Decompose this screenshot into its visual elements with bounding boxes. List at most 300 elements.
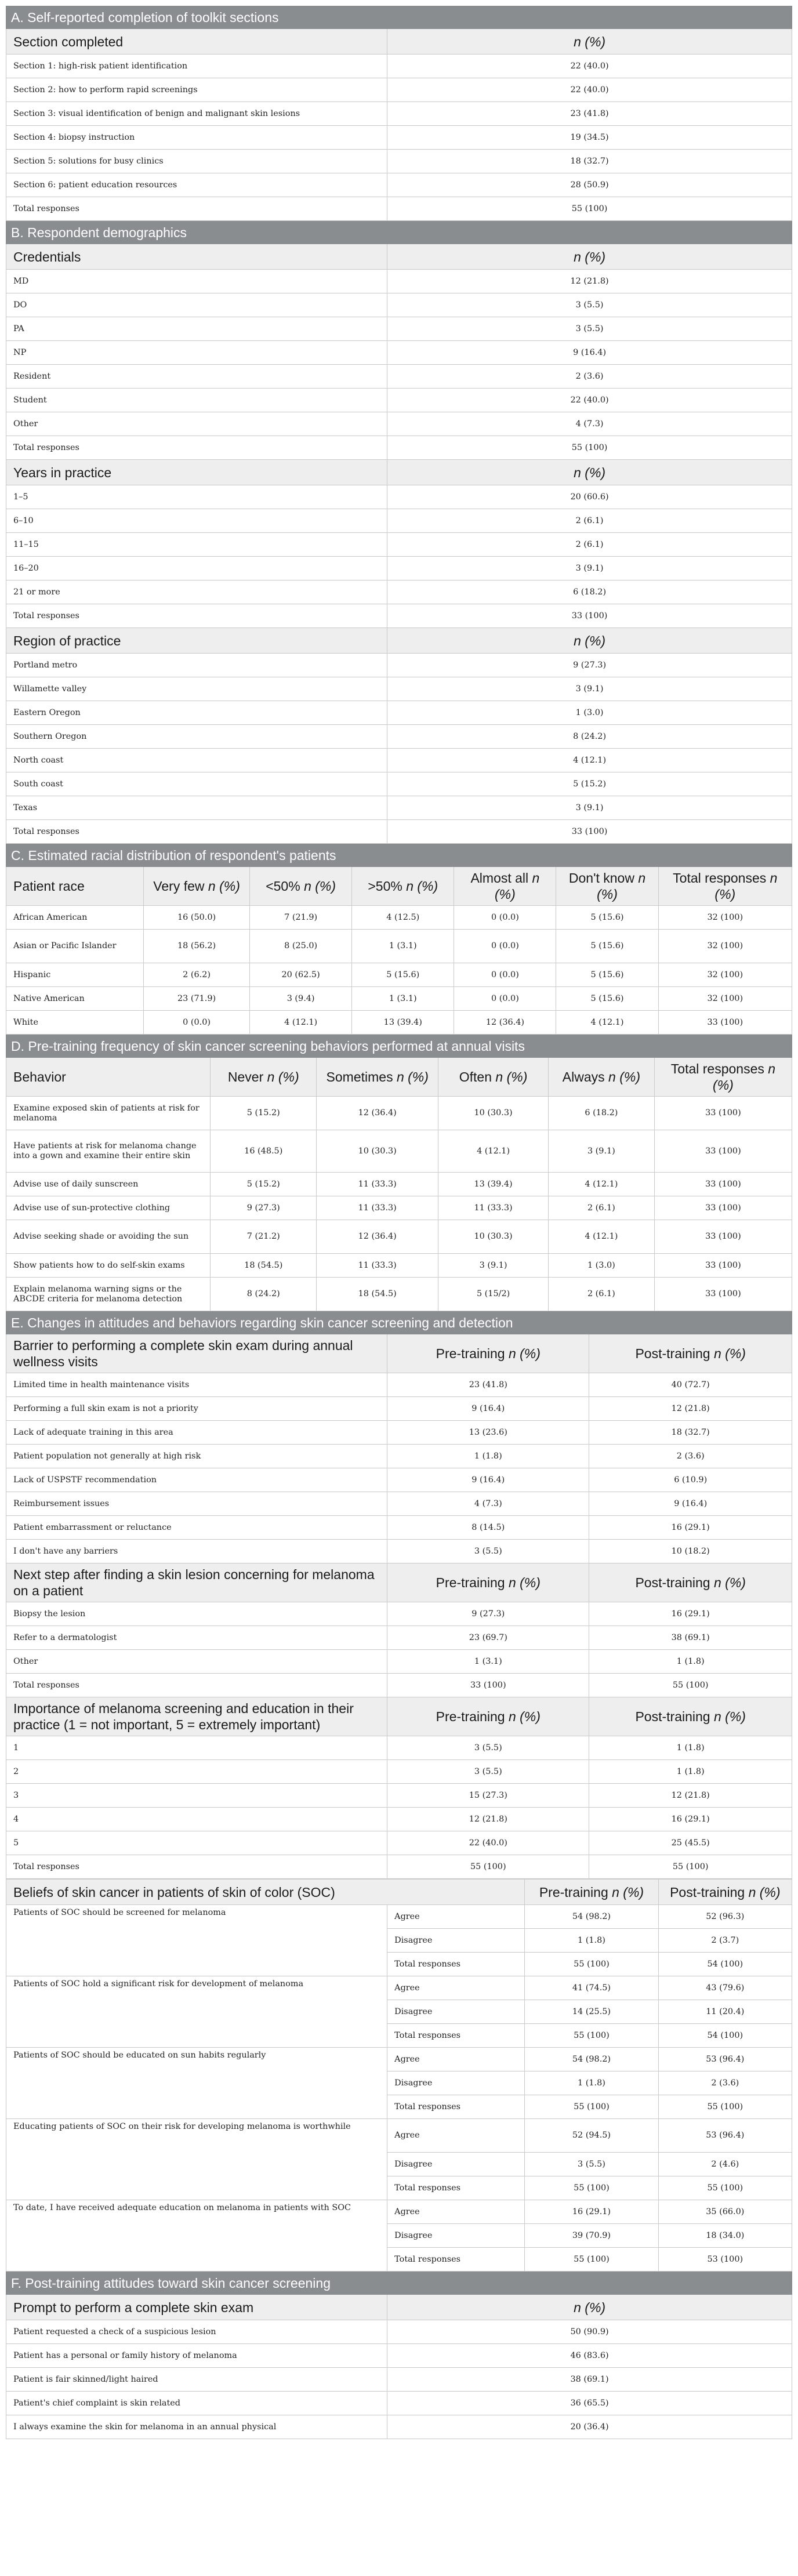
column-header: Credentials [6,244,387,270]
row-label: DO [6,293,387,317]
cell-value: 55 (100) [658,2176,792,2200]
cell-value: 11 (20.4) [658,2000,792,2024]
row-label: Refer to a dermatologist [6,1626,387,1650]
response-label: Total responses [387,2095,525,2119]
cell-value: 55 (100) [525,2095,658,2119]
column-header: Prompt to perform a complete skin exam [6,2295,387,2320]
table-row [6,436,792,460]
cell-value: 55 (100) [525,2248,658,2272]
cell-value: 5 (15.2) [211,1097,317,1130]
table-row [6,389,792,412]
cell-value: 18 (34.0) [658,2224,792,2248]
row-label: South coast [6,772,387,796]
row-label: Total responses [6,820,387,844]
cell-value: 5 (15.6) [556,987,658,1011]
column-header: Pre-training n (%) [525,1880,658,1905]
row-label: 4 [6,1808,387,1831]
row-label: White [6,1011,144,1035]
cell-value: 3 (5.5) [387,1736,589,1760]
column-header: Years in practice [6,460,387,485]
cell-value: 4 (12.1) [548,1220,654,1254]
cell-value: 11 (33.3) [317,1254,438,1278]
table-row [6,2200,792,2224]
row-label: Texas [6,796,387,820]
table-row [6,412,792,436]
cell-value: 54 (98.2) [525,1905,658,1929]
cell-value: 16 (29.1) [589,1808,792,1831]
cell-value: 1 (3.1) [352,930,454,963]
table-row [6,150,792,173]
row-label: Lack of adequate training in this area [6,1421,387,1445]
section-title: C. Estimated racial distribution of respondent's patients [6,844,792,867]
table-row [6,2320,792,2344]
cell-value: 10 (30.3) [438,1097,549,1130]
cell-value: 33 (100) [387,604,792,628]
cell-value: 23 (71.9) [144,987,250,1011]
cell-value: 6 (18.2) [387,580,792,604]
table-row [6,1492,792,1516]
row-label: North coast [6,749,387,772]
header-row [6,1334,792,1373]
row-label: African American [6,906,144,930]
table-row [6,1808,792,1831]
row-label: 3 [6,1784,387,1808]
table-row [6,1220,792,1254]
table-row [6,317,792,341]
row-label: Reimbursement issues [6,1492,387,1516]
table-row [6,293,792,317]
header-row [6,29,792,55]
cell-value: 1 (1.8) [525,1929,658,1953]
section-title-row [6,1035,792,1058]
cell-value: 52 (96.3) [658,1905,792,1929]
table-row [6,1421,792,1445]
response-label: Total responses [387,2176,525,2200]
row-label: Total responses [6,1674,387,1697]
cell-value: 55 (100) [387,436,792,460]
column-header: Beliefs of skin cancer in patients of skin of color (SOC) [6,1880,525,1905]
cell-value: 41 (74.5) [525,1976,658,2000]
row-label: Biopsy the lesion [6,1602,387,1626]
belief-statement: To date, I have received adequate education on melanoma in patients with SOC [6,2200,387,2272]
column-header: n (%) [387,244,792,270]
table-row [6,701,792,725]
cell-value: 8 (14.5) [387,1516,589,1540]
cell-value: 18 (54.5) [317,1278,438,1311]
section-title: B. Respondent demographics [6,222,792,244]
column-header: Region of practice [6,628,387,654]
table-row [6,677,792,701]
row-label: Section 5: solutions for busy clinics [6,150,387,173]
cell-value: 2 (6.1) [548,1278,654,1311]
response-label: Agree [387,2048,525,2071]
column-header: n (%) [387,2295,792,2320]
cell-value: 55 (100) [589,1674,792,1697]
row-label: MD [6,270,387,293]
cell-value: 5 (15.6) [556,906,658,930]
table-section-e [6,1311,792,1879]
section-title-row [6,2272,792,2295]
cell-value: 22 (40.0) [387,78,792,102]
table-row [6,1445,792,1468]
row-label: Advise use of sun-protective clothing [6,1196,211,1220]
cell-value: 9 (16.4) [387,1397,589,1421]
table-row [6,1831,792,1855]
row-label: Other [6,412,387,436]
cell-value: 33 (100) [654,1173,792,1196]
column-header: >50% n (%) [352,867,454,906]
cell-value: 43 (79.6) [658,1976,792,2000]
cell-value: 1 (3.0) [548,1254,654,1278]
section-title: F. Post-training attitudes toward skin cancer screening [6,2272,792,2295]
cell-value: 11 (33.3) [438,1196,549,1220]
cell-value: 1 (1.8) [387,1445,589,1468]
cell-value: 12 (21.8) [589,1397,792,1421]
table-row [6,485,792,509]
section-title-row [6,6,792,29]
column-header: Next step after finding a skin lesion concerning for melanoma on a patient [6,1563,387,1602]
cell-value: 54 (100) [658,1953,792,1976]
cell-value: 22 (40.0) [387,1831,589,1855]
cell-value: 18 (32.7) [589,1421,792,1445]
row-label: 1 [6,1736,387,1760]
column-header: Post-training n (%) [589,1697,792,1736]
row-label: Section 4: biopsy instruction [6,126,387,150]
cell-value: 4 (12.1) [438,1130,549,1173]
cell-value: 13 (39.4) [352,1011,454,1035]
row-label: Total responses [6,436,387,460]
table-row [6,725,792,749]
cell-value: 10 (30.3) [317,1130,438,1173]
cell-value: 46 (83.6) [387,2344,792,2368]
cell-value: 4 (12.1) [387,749,792,772]
table-row [6,906,792,930]
cell-value: 4 (7.3) [387,412,792,436]
cell-value: 38 (69.1) [589,1626,792,1650]
section-title-row [6,1312,792,1334]
row-label: 1–5 [6,485,387,509]
cell-value: 55 (100) [525,1953,658,1976]
cell-value: 16 (48.5) [211,1130,317,1173]
cell-value: 2 (6.1) [548,1196,654,1220]
cell-value: 32 (100) [658,906,792,930]
cell-value: 1 (1.8) [589,1736,792,1760]
cell-value: 38 (69.1) [387,2368,792,2392]
table-row [6,1736,792,1760]
response-label: Disagree [387,2071,525,2095]
table-section-b [6,221,792,844]
cell-value: 20 (36.4) [387,2415,792,2439]
cell-value: 32 (100) [658,963,792,987]
row-label: Willamette valley [6,677,387,701]
cell-value: 53 (100) [658,2248,792,2272]
row-label: Patient's chief complaint is skin related [6,2392,387,2415]
table-row [6,580,792,604]
row-label: Advise seeking shade or avoiding the sun [6,1220,211,1254]
cell-value: 10 (30.3) [438,1220,549,1254]
cell-value: 3 (5.5) [387,293,792,317]
cell-value: 3 (9.1) [548,1130,654,1173]
cell-value: 3 (9.4) [250,987,352,1011]
cell-value: 33 (100) [387,1674,589,1697]
cell-value: 19 (34.5) [387,126,792,150]
row-label: Patient embarrassment or reluctance [6,1516,387,1540]
header-row [6,1058,792,1097]
table-row [6,55,792,78]
response-label: Total responses [387,2248,525,2272]
cell-value: 11 (33.3) [317,1173,438,1196]
header-row [6,867,792,906]
table-row [6,341,792,365]
belief-statement: Patients of SOC should be educated on sun habits regularly [6,2048,387,2119]
column-header: Post-training n (%) [658,1880,792,1905]
row-label: Eastern Oregon [6,701,387,725]
column-header: Never n (%) [211,1058,317,1097]
cell-value: 3 (9.1) [387,557,792,580]
cell-value: 32 (100) [658,930,792,963]
table-row [6,197,792,221]
section-title: A. Self-reported completion of toolkit sections [6,6,792,29]
cell-value: 55 (100) [589,1855,792,1879]
response-label: Agree [387,1976,525,2000]
cell-value: 1 (1.8) [589,1760,792,1784]
cell-value: 0 (0.0) [454,987,556,1011]
table-row [6,1540,792,1563]
cell-value: 33 (100) [654,1220,792,1254]
cell-value: 54 (100) [658,2024,792,2048]
header-row [6,628,792,654]
table-row [6,1173,792,1196]
cell-value: 0 (0.0) [454,906,556,930]
cell-value: 9 (16.4) [387,341,792,365]
cell-value: 12 (36.4) [317,1220,438,1254]
cell-value: 0 (0.0) [454,963,556,987]
table-row [6,1674,792,1697]
row-label: Advise use of daily sunscreen [6,1173,211,1196]
row-label: Section 1: high-risk patient identification [6,55,387,78]
row-label: Resident [6,365,387,389]
table-row [6,820,792,844]
cell-value: 2 (6.2) [144,963,250,987]
table-row [6,102,792,126]
table-row [6,1784,792,1808]
cell-value: 6 (10.9) [589,1468,792,1492]
cell-value: 9 (16.4) [589,1492,792,1516]
cell-value: 55 (100) [387,197,792,221]
section-title-row [6,844,792,867]
cell-value: 5 (15.6) [352,963,454,987]
header-row [6,460,792,485]
cell-value: 8 (25.0) [250,930,352,963]
row-label: Performing a full skin exam is not a priority [6,1397,387,1421]
row-label: Patient population not generally at high risk [6,1445,387,1468]
cell-value: 55 (100) [525,2024,658,2048]
row-label: PA [6,317,387,341]
table-row [6,1097,792,1130]
row-label: NP [6,341,387,365]
cell-value: 12 (21.8) [387,270,792,293]
cell-value: 22 (40.0) [387,389,792,412]
table-row [6,1905,792,1929]
cell-value: 9 (27.3) [387,1602,589,1626]
table-row [6,533,792,557]
column-header: n (%) [387,29,792,55]
column-header: Sometimes n (%) [317,1058,438,1097]
cell-value: 23 (69.7) [387,1626,589,1650]
cell-value: 3 (5.5) [387,1540,589,1563]
table-row [6,1760,792,1784]
cell-value: 12 (21.8) [589,1784,792,1808]
table-row [6,1650,792,1674]
cell-value: 2 (3.6) [589,1445,792,1468]
cell-value: 16 (29.1) [525,2200,658,2224]
cell-value: 5 (15.2) [387,772,792,796]
cell-value: 16 (29.1) [589,1602,792,1626]
cell-value: 3 (5.5) [387,1760,589,1784]
cell-value: 54 (98.2) [525,2048,658,2071]
table-row [6,557,792,580]
belief-statement: Patients of SOC hold a significant risk for development of melanoma [6,1976,387,2048]
cell-value: 25 (45.5) [589,1831,792,1855]
table-row [6,1976,792,2000]
row-label: Section 3: visual identification of benign and malignant skin lesions [6,102,387,126]
table-row [6,509,792,533]
cell-value: 55 (100) [387,1855,589,1879]
cell-value: 36 (65.5) [387,2392,792,2415]
column-header: Almost all n (%) [454,867,556,906]
row-label: Total responses [6,197,387,221]
column-header: Patient race [6,867,144,906]
row-label: Explain melanoma warning signs or the ABCDE criteria for melanoma detection [6,1278,211,1311]
row-label: 6–10 [6,509,387,533]
row-label: Section 2: how to perform rapid screenings [6,78,387,102]
cell-value: 18 (54.5) [211,1254,317,1278]
row-label: Native American [6,987,144,1011]
cell-value: 10 (18.2) [589,1540,792,1563]
cell-value: 12 (21.8) [387,1808,589,1831]
column-header: Don't know n (%) [556,867,658,906]
cell-value: 15 (27.3) [387,1784,589,1808]
cell-value: 2 (6.1) [387,509,792,533]
row-label: Portland metro [6,654,387,677]
column-header: Pre-training n (%) [387,1697,589,1736]
cell-value: 9 (27.3) [211,1196,317,1220]
response-label: Agree [387,2200,525,2224]
table-section-f [6,2272,792,2439]
cell-value: 11 (33.3) [317,1196,438,1220]
cell-value: 13 (23.6) [387,1421,589,1445]
table-row [6,1130,792,1173]
header-row [6,1880,792,1905]
column-header: Total responses n (%) [654,1058,792,1097]
cell-value: 39 (70.9) [525,2224,658,2248]
column-header: <50% n (%) [250,867,352,906]
row-label: Have patients at risk for melanoma change into a gown and examine their entire skin [6,1130,211,1173]
cell-value: 22 (40.0) [387,55,792,78]
row-label: 21 or more [6,580,387,604]
cell-value: 5 (15.2) [211,1173,317,1196]
column-header: Often n (%) [438,1058,549,1097]
cell-value: 2 (3.6) [658,2071,792,2095]
row-label: Show patients how to do self-skin exams [6,1254,211,1278]
table-row [6,1254,792,1278]
row-label: Student [6,389,387,412]
belief-statement: Patients of SOC should be screened for melanoma [6,1905,387,1976]
header-row [6,2295,792,2320]
row-label: Other [6,1650,387,1674]
cell-value: 12 (36.4) [317,1097,438,1130]
row-label: Southern Oregon [6,725,387,749]
column-header: Behavior [6,1058,211,1097]
cell-value: 32 (100) [658,987,792,1011]
cell-value: 3 (9.1) [387,796,792,820]
row-label: I always examine the skin for melanoma in an annual physical [6,2415,387,2439]
row-label: I don't have any barriers [6,1540,387,1563]
response-label: Total responses [387,1953,525,1976]
header-row [6,244,792,270]
cell-value: 8 (24.2) [211,1278,317,1311]
cell-value: 33 (100) [654,1196,792,1220]
column-header: Post-training n (%) [589,1563,792,1602]
table-row [6,173,792,197]
table-row [6,2048,792,2071]
cell-value: 33 (100) [658,1011,792,1035]
table-row [6,1373,792,1397]
response-label: Total responses [387,2024,525,2048]
cell-value: 55 (100) [525,2176,658,2200]
cell-value: 6 (18.2) [548,1097,654,1130]
column-header: Pre-training n (%) [387,1563,589,1602]
cell-value: 12 (36.4) [454,1011,556,1035]
table-section-a [6,6,792,221]
row-label: 5 [6,1831,387,1855]
table-row [6,1196,792,1220]
column-header: Importance of melanoma screening and education in their practice (1 = not important, 5 = extremely important) [6,1697,387,1736]
table-row [6,1011,792,1035]
column-header: Very few n (%) [144,867,250,906]
table-row [6,772,792,796]
table-row [6,654,792,677]
column-header: Post-training n (%) [589,1334,792,1373]
cell-value: 3 (5.5) [387,317,792,341]
table-row [6,930,792,963]
row-label: 11–15 [6,533,387,557]
row-label: Total responses [6,604,387,628]
table-row [6,126,792,150]
response-label: Disagree [387,2153,525,2176]
table-row [6,1626,792,1650]
table-section-c [6,844,792,1035]
cell-value: 4 (12.1) [556,1011,658,1035]
row-label: Section 6: patient education resources [6,173,387,197]
cell-value: 1 (3.1) [352,987,454,1011]
cell-value: 1 (1.8) [525,2071,658,2095]
table-row [6,1468,792,1492]
column-header: Pre-training n (%) [387,1334,589,1373]
table-row [6,2119,792,2153]
row-label: Total responses [6,1855,387,1879]
response-label: Disagree [387,2000,525,2024]
row-label: 2 [6,1760,387,1784]
cell-value: 53 (96.4) [658,2119,792,2153]
cell-value: 53 (96.4) [658,2048,792,2071]
table-row [6,1278,792,1311]
cell-value: 52 (94.5) [525,2119,658,2153]
table-row [6,270,792,293]
cell-value: 8 (24.2) [387,725,792,749]
row-label: Patient has a personal or family history of melanoma [6,2344,387,2368]
cell-value: 40 (72.7) [589,1373,792,1397]
